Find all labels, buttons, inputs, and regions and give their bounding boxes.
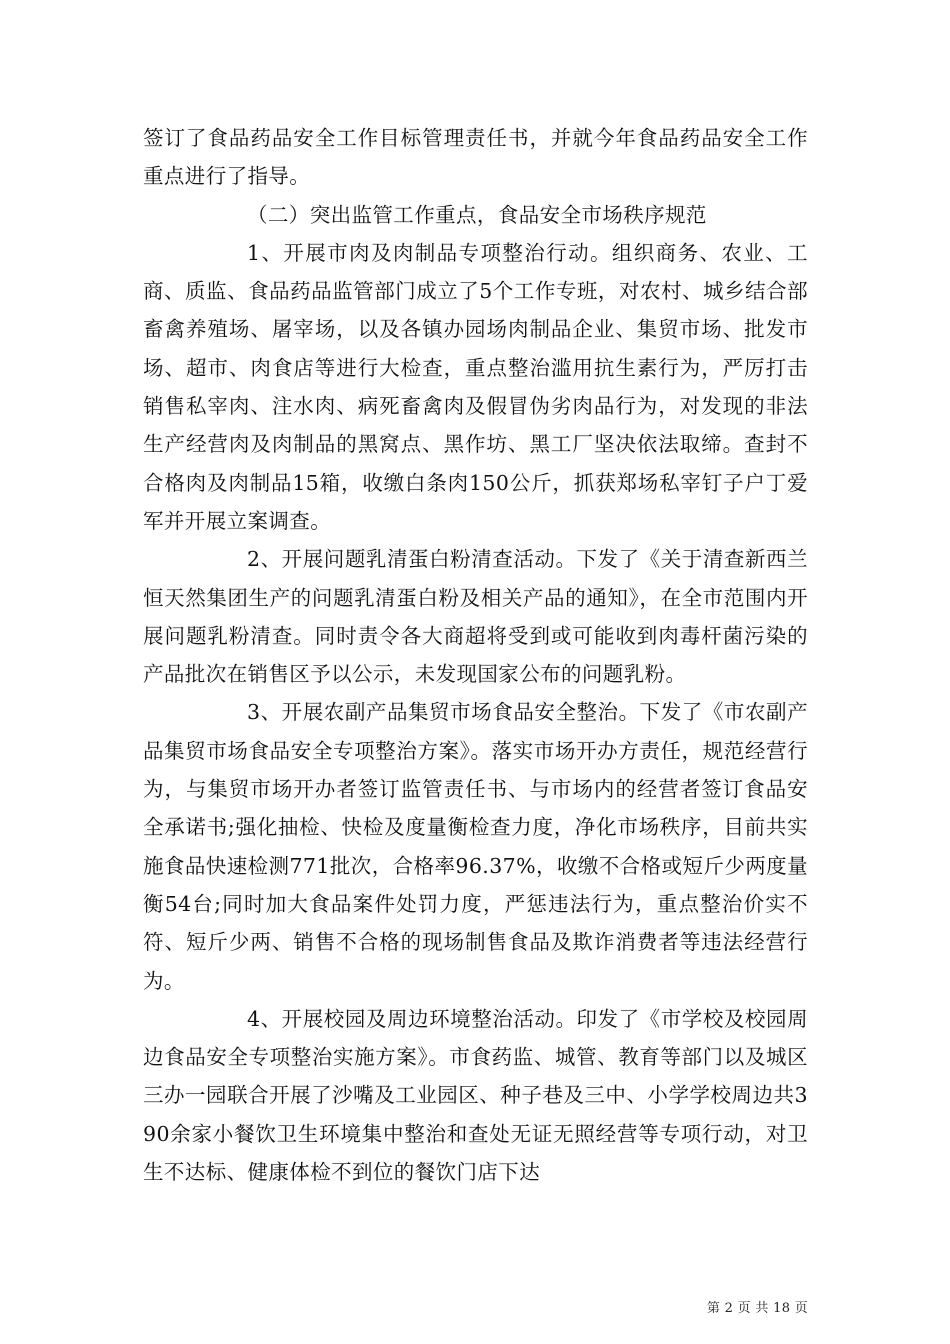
paragraph-meat-rectification: 1、开展市肉及肉制品专项整治行动。组织商务、农业、工商、质监、食品药品监管部门成立了5个工作专班，对农村、城乡结合部畜禽养殖场、屠宰场，以及各镇办园场肉制品企业、集贸市场、批发市场、超市、肉食店等进行大检查，重点整治滥用抗生素行为，严厉打击销售私宰肉、注水肉、病死畜禽肉及假冒伪劣肉品行为，对发现的非法生产经营肉及肉制品的黑窝点、黑作坊、黑工厂坚决依法取缔。查封不合格肉及肉制品15箱，收缴白条肉150公斤，抓获郑场私宰钉子户丁爱军并开展立案调查。 xyxy=(143,240,808,533)
paragraph-whey-protein-check: 2、开展问题乳清蛋白粉清查活动。下发了《关于清查新西兰恒天然集团生产的问题乳清蛋白粉及相关产品的通知》，在全市范围内开展问题乳粉清查。同时责令各大商超将受到或可能收到肉毒杆菌污染的产品批次在销售区予以公示，未发现国家公布的问题乳粉。 xyxy=(143,547,808,687)
document-body xyxy=(143,119,808,1191)
paragraph-market-rectification: 3、开展农副产品集贸市场食品安全整治。下发了《市农副产品集贸市场食品安全专项整治方案》。落实市场开办方责任，规范经营行为，与集贸市场开办者签订监管责任书、与市场内的经营者签订食品安全承诺书;强化抽检、快检及度量衡检查力度，净化市场秩序，目前共实施食品快速检测771批次，合格率96.37%，收缴不合格或短斤少两度量衡54台;同时加大食品案件处罚力度，严惩违法行为，重点整治价实不符、短斤少两、销售不合格的现场制售食品及欺诈消费者等违法经营行为。 xyxy=(143,700,808,993)
section-heading: （二）突出监管工作重点，食品安全市场秩序规范 xyxy=(247,202,707,227)
paragraph-continuation: 签订了食品药品安全工作目标管理责任书，并就今年食品药品安全工作重点进行了指导。 xyxy=(143,126,808,189)
paragraph-campus-rectification: 4、开展校园及周边环境整治活动。印发了《市学校及校园周边食品安全专项整治实施方案》。市食药监、城管、教育等部门以及城区三办一园联合开展了沙嘴及工业园区、种子巷及三中、小学学校周边共390余家小餐饮卫生环境集中整治和查处无证无照经营等专项行动，对卫生不达标、健康体检不到位的餐饮门店下达 xyxy=(143,1006,808,1185)
page-number-footer: 第 2 页 共 18 页 xyxy=(706,1301,808,1316)
